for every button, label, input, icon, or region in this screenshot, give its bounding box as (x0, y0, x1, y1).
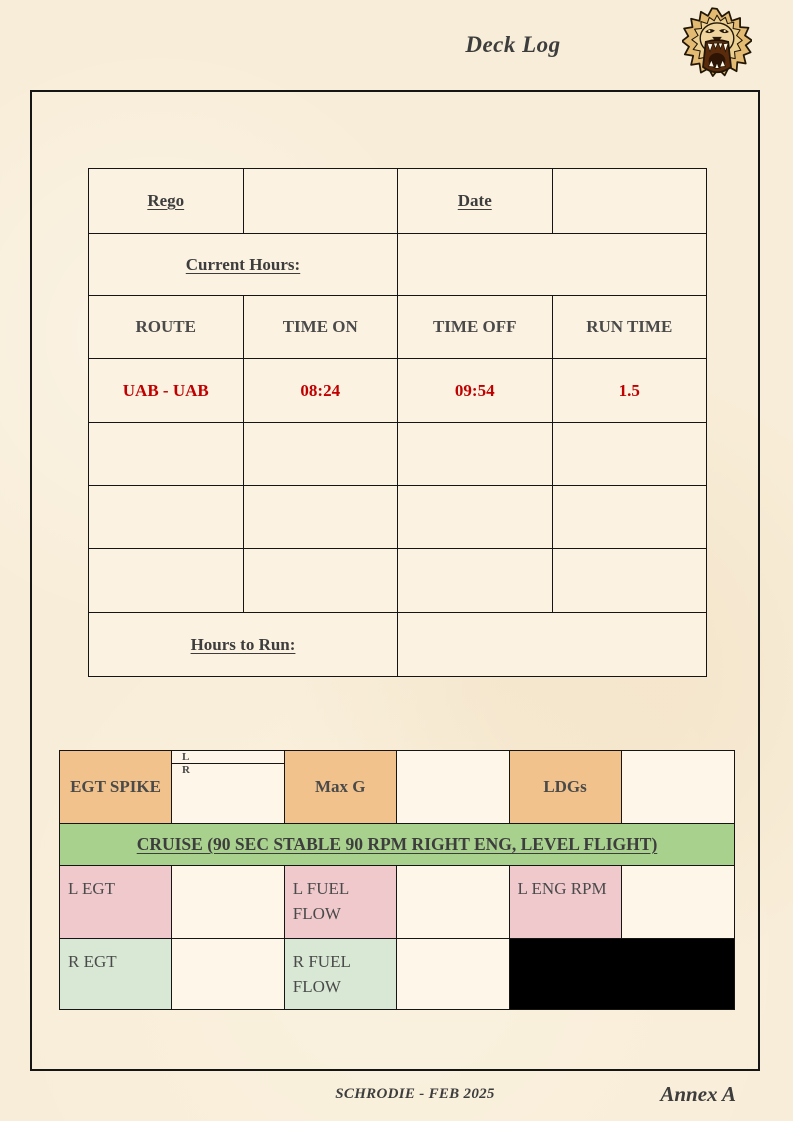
l-eng-rpm-value-cell (621, 866, 734, 939)
engine-check-table (59, 750, 735, 1010)
l-egt-value-cell (172, 866, 285, 939)
cruise-banner: CRUISE (90 SEC STABLE 90 RPM RIGHT ENG, LEVEL FLIGHT) (60, 824, 735, 866)
empty-log-row (89, 486, 707, 549)
flight-log-table (88, 168, 707, 677)
annex-label: Annex A (660, 1082, 736, 1106)
egt-spike-right-field: R (182, 764, 190, 776)
rego-value-cell (243, 169, 398, 234)
r-fuel-flow-value-cell (396, 939, 509, 1010)
egt-spike-lr-cell (172, 751, 285, 824)
r-egt-value-cell (172, 939, 285, 1010)
egt-spike-label: EGT SPIKE (60, 751, 172, 824)
date-label: Date (398, 169, 553, 234)
empty-log-row (89, 423, 707, 486)
r-egt-label: R EGT (60, 939, 172, 1010)
max-g-label: Max G (284, 751, 396, 824)
rego-label: Rego (89, 169, 244, 234)
time-off-column-header: TIME OFF (398, 296, 553, 359)
ldgs-value-cell (621, 751, 734, 824)
l-eng-rpm-label: L ENG RPM (509, 866, 621, 939)
page-title: Deck Log (465, 32, 561, 57)
route-value: UAB - UAB (89, 359, 244, 423)
current-hours-value-cell (398, 234, 707, 296)
route-column-header: ROUTE (89, 296, 244, 359)
run-time-column-header: RUN TIME (552, 296, 707, 359)
l-fuel-flow-value-cell (396, 866, 509, 939)
roaring-lion-icon (682, 6, 752, 86)
table-row (89, 359, 707, 423)
egt-spike-left-field: L (172, 751, 284, 764)
current-hours-label: Current Hours: (89, 234, 398, 296)
date-value-cell (552, 169, 707, 234)
run-time-value: 1.5 (552, 359, 707, 423)
l-fuel-flow-label: L FUEL FLOW (284, 866, 396, 939)
time-on-column-header: TIME ON (243, 296, 398, 359)
hours-to-run-label: Hours to Run: (89, 613, 398, 677)
time-off-value: 09:54 (398, 359, 553, 423)
r-fuel-flow-label: R FUEL FLOW (284, 939, 396, 1010)
redacted-cell (509, 939, 734, 1010)
ldgs-label: LDGs (509, 751, 621, 824)
l-egt-label: L EGT (60, 866, 172, 939)
max-g-value-cell (396, 751, 509, 824)
footer-reference: SCHRODIE - FEB 2025 (335, 1086, 495, 1102)
time-on-value: 08:24 (243, 359, 398, 423)
empty-log-row (89, 549, 707, 613)
hours-to-run-value-cell (398, 613, 707, 677)
